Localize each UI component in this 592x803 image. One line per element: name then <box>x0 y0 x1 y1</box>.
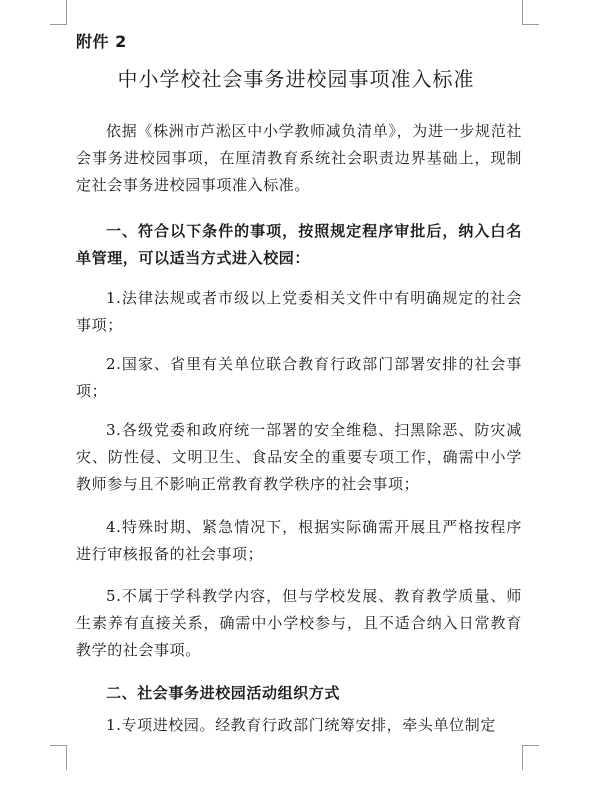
crop-mark-bottom-right <box>522 745 539 770</box>
section-2-item-1: 1.专项进校园。经教育行政部门统筹安排，牵头单位制定 <box>106 716 496 734</box>
section-1-item-5: 5.不属于学科教学内容，但与学校发展、教育教学质量、师生素养有直接关系，确需中小学校参与，且不适合纳入日常教育教学的社会事项。 <box>76 587 522 659</box>
crop-mark-bottom-left <box>50 745 67 770</box>
section-1-item-1: 1.法律法规或者市级以上党委相关文件中有明确规定的社会事项； <box>76 289 522 334</box>
crop-mark-top-right <box>522 0 539 25</box>
section-1-item-4: 4.特殊时期、紧急情况下，根据实际确需开展且严格按程序进行审核报备的社会事项； <box>76 518 522 563</box>
crop-mark-top-left <box>50 0 67 25</box>
section-1-item-3: 3.各级党委和政府统一部署的安全维稳、扫黑除恶、防灾减灾、防性侵、文明卫生、食品安全的重要专项工作，确需中小学教师参与且不影响正常教育教学秩序的社会事项； <box>76 421 522 493</box>
section-2-heading: 二、社会事务进校园活动组织方式 <box>106 684 341 702</box>
section-1-heading: 一、符合以下条件的事项，按照规定程序审批后，纳入白名单管理，可以适当方式进入校园： <box>76 222 522 267</box>
section-1-item-2: 2.国家、省里有关单位联合教育行政部门部署安排的社会事项； <box>76 355 522 400</box>
attachment-label: 附件 2 <box>76 32 127 51</box>
intro-paragraph: 依据《株洲市芦淞区中小学教师减负清单》，为进一步规范社会事务进校园事项，在厘清教育系统社会职责边界基础上，现制定社会事务进校园事项准入标准。 <box>76 122 522 194</box>
document-title: 中小学校社会事务进校园事项准入标准 <box>117 67 475 91</box>
